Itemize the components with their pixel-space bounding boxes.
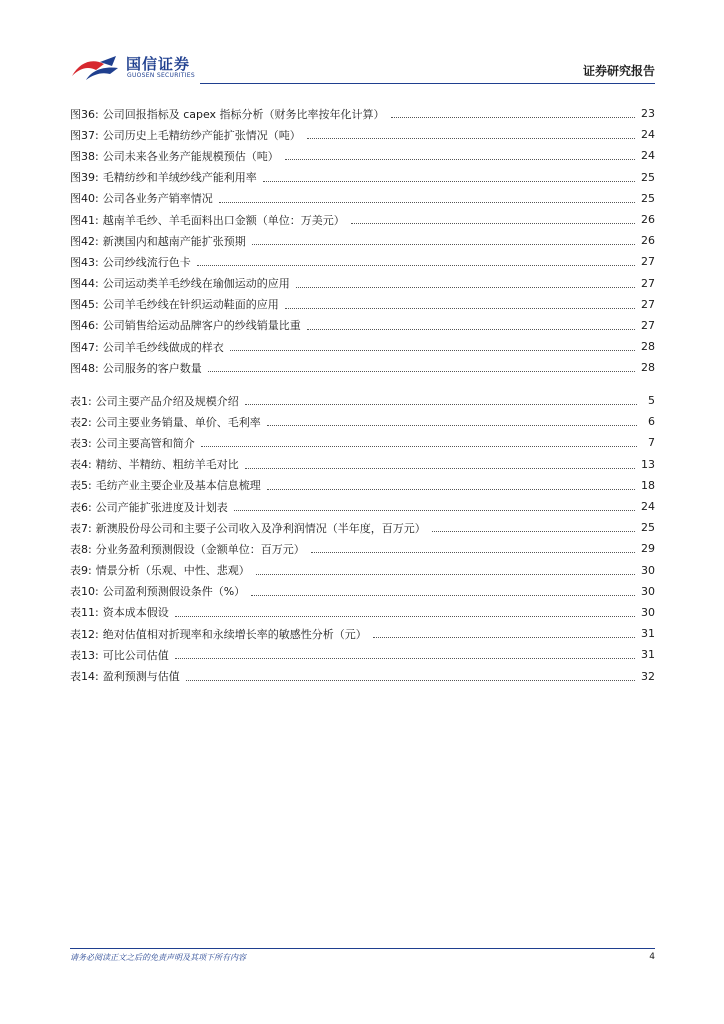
toc-entry-figure-36[interactable] <box>70 103 655 124</box>
toc-entry-label: 表14: <box>70 670 99 684</box>
toc-entry-title: 公司各业务产销率情况 <box>102 192 213 206</box>
toc-entry-page: 24 <box>641 500 655 514</box>
dot-leader <box>432 531 635 532</box>
toc-entry-figure-45[interactable] <box>70 294 655 315</box>
toc-entry-figure-40[interactable] <box>70 188 655 209</box>
footer-divider <box>70 948 655 949</box>
toc-entry-page: 24 <box>641 149 655 163</box>
toc-entry-label: 表5: <box>70 479 92 493</box>
dot-leader <box>245 468 635 469</box>
toc-entry-label: 图40: <box>70 192 99 206</box>
toc-entry-page: 27 <box>641 255 655 269</box>
toc-entry-title: 公司主要产品介绍及规模介绍 <box>95 394 239 408</box>
toc-entry-label: 表10: <box>70 585 99 599</box>
toc-entry-figure-37[interactable] <box>70 124 655 145</box>
toc-entry-title: 公司服务的客户数量 <box>102 361 202 375</box>
logo-text-en: GUOSEN SECURITIES <box>127 72 196 79</box>
dot-leader <box>307 329 635 330</box>
dot-leader <box>296 287 635 288</box>
logo-text-cn: 国信证券 <box>126 55 191 73</box>
toc-entry-title: 公司主要业务销量、单价、毛利率 <box>95 415 261 429</box>
toc-entry-label: 图46: <box>70 319 99 333</box>
dot-leader <box>256 574 635 575</box>
toc-entry-table-14[interactable] <box>70 665 655 686</box>
toc-entry-title: 资本成本假设 <box>102 606 169 620</box>
toc-entry-title: 公司主要高管和简介 <box>95 436 195 450</box>
toc-entry-page: 30 <box>641 563 655 577</box>
toc-entry-title: 公司羊毛纱线做成的样衣 <box>102 340 224 354</box>
toc-entry-label: 图37: <box>70 128 99 142</box>
toc-entry-label: 表2: <box>70 415 92 429</box>
page-number: 4 <box>649 952 655 962</box>
toc-entry-figure-42[interactable] <box>70 230 655 251</box>
toc-entry-label: 图47: <box>70 340 99 354</box>
toc-entry-title: 精纺、半精纺、粗纺羊毛对比 <box>95 458 239 472</box>
toc-entry-table-10[interactable] <box>70 581 655 602</box>
toc-entry-title: 越南羊毛纱、羊毛面料出口金额（单位：万美元） <box>102 213 345 227</box>
toc-entry-page: 23 <box>641 107 655 121</box>
toc-entry-label: 图38: <box>70 149 99 163</box>
toc-entry-title: 分业务盈利预测假设（金额单位：百万元） <box>95 542 305 556</box>
toc-entry-table-7[interactable] <box>70 517 655 538</box>
toc-entry-page: 25 <box>641 521 655 535</box>
toc-entry-title: 情景分析（乐观、中性、悲观） <box>95 564 250 578</box>
toc-entry-page: 27 <box>641 297 655 311</box>
toc-entry-figure-43[interactable] <box>70 251 655 272</box>
toc-entry-figure-41[interactable] <box>70 209 655 230</box>
toc-entry-title: 公司未来各业务产能规模预估（吨） <box>102 149 279 163</box>
toc-entry-table-3[interactable] <box>70 432 655 453</box>
toc-entry-figure-44[interactable] <box>70 273 655 294</box>
dot-leader <box>252 244 635 245</box>
toc-entry-label: 图45: <box>70 298 99 312</box>
dot-leader <box>351 223 635 224</box>
dot-leader <box>391 117 635 118</box>
toc-entry-page: 18 <box>641 478 655 492</box>
dot-leader <box>311 552 635 553</box>
dot-leader <box>373 637 635 638</box>
toc-entry-title: 公司羊毛纱线在针织运动鞋面的应用 <box>102 298 279 312</box>
toc-entry-figure-39[interactable] <box>70 167 655 188</box>
toc-entry-label: 图44: <box>70 277 99 291</box>
dot-leader <box>267 489 635 490</box>
table-list <box>70 390 655 687</box>
toc-entry-title: 毛精纺纱和羊绒纱线产能利用率 <box>102 171 257 185</box>
toc-entry-label: 图36: <box>70 107 99 121</box>
dot-leader <box>201 446 637 447</box>
toc-entry-table-11[interactable] <box>70 602 655 623</box>
toc-entry-page: 6 <box>648 415 655 429</box>
toc-entry-title: 公司历史上毛精纺纱产能扩张情况（吨） <box>102 128 301 142</box>
toc-entry-figure-38[interactable] <box>70 145 655 166</box>
logo-mark-icon <box>70 54 122 82</box>
dot-leader <box>285 159 635 160</box>
dot-leader <box>245 404 637 405</box>
dot-leader <box>251 595 635 596</box>
toc-entry-page: 5 <box>648 394 655 408</box>
toc-entry-title: 毛纺产业主要企业及基本信息梳理 <box>95 479 261 493</box>
toc-entry-figure-47[interactable] <box>70 336 655 357</box>
dot-leader <box>285 308 635 309</box>
dot-leader <box>208 371 635 372</box>
dot-leader <box>175 658 635 659</box>
toc-entry-page: 28 <box>641 361 655 375</box>
figure-list <box>70 103 655 378</box>
toc-entry-label: 图48: <box>70 361 99 375</box>
toc-entry-title: 公司产能扩张进度及计划表 <box>95 500 228 514</box>
toc-entry-page: 26 <box>641 213 655 227</box>
toc-entry-title: 公司盈利预测假设条件（%） <box>102 585 246 599</box>
report-type-label: 证券研究报告 <box>582 64 655 78</box>
toc-entry-page: 27 <box>641 318 655 332</box>
disclaimer-text: 请务必阅读正文之后的免责声明及其项下所有内容 <box>70 953 246 962</box>
dot-leader <box>234 510 635 511</box>
toc-entry-label: 表4: <box>70 458 92 472</box>
toc-entry-label: 表7: <box>70 521 92 535</box>
dot-leader <box>307 138 635 139</box>
toc-entry-page: 31 <box>641 627 655 641</box>
dot-leader <box>219 202 635 203</box>
toc-entry-label: 图42: <box>70 234 99 248</box>
toc-entry-page: 27 <box>641 276 655 290</box>
toc-entry-table-2[interactable] <box>70 411 655 432</box>
toc-entry-label: 图39: <box>70 171 99 185</box>
toc-entry-title: 绝对估值相对折现率和永续增长率的敏感性分析（元） <box>102 627 367 641</box>
toc-entry-label: 表9: <box>70 564 92 578</box>
toc-entry-table-8[interactable] <box>70 538 655 559</box>
toc-entry-title: 可比公司估值 <box>102 648 169 662</box>
toc-entry-page: 28 <box>641 340 655 354</box>
toc-entry-page: 26 <box>641 234 655 248</box>
toc-entry-label: 表6: <box>70 500 92 514</box>
toc-entry-table-5[interactable] <box>70 475 655 496</box>
toc-entry-label: 表13: <box>70 648 99 662</box>
toc-entry-figure-46[interactable] <box>70 315 655 336</box>
page-footer <box>70 948 655 968</box>
toc-entry-label: 表8: <box>70 542 92 556</box>
toc-entry-label: 表1: <box>70 394 92 408</box>
toc-entry-page: 31 <box>641 648 655 662</box>
dot-leader <box>263 181 635 182</box>
toc-entry-title: 公司纱线流行色卡 <box>102 255 191 269</box>
toc-entry-page: 32 <box>641 669 655 683</box>
toc-entry-label: 图41: <box>70 213 99 227</box>
toc-entry-table-12[interactable] <box>70 623 655 644</box>
dot-leader <box>197 265 635 266</box>
toc-entry-label: 表12: <box>70 627 99 641</box>
toc-entry-page: 7 <box>648 436 655 450</box>
toc-entry-page: 24 <box>641 128 655 142</box>
toc-entry-figure-48[interactable] <box>70 357 655 378</box>
dot-leader <box>267 425 637 426</box>
page-header <box>70 50 655 90</box>
toc-entry-table-6[interactable] <box>70 496 655 517</box>
toc-entry-table-1[interactable] <box>70 390 655 411</box>
toc-entry-page: 30 <box>641 584 655 598</box>
company-logo <box>70 50 210 86</box>
toc-entry-page: 25 <box>641 191 655 205</box>
toc-entry-label: 表3: <box>70 436 92 450</box>
toc-entry-page: 29 <box>641 542 655 556</box>
toc-entry-title: 公司回报指标及 capex 指标分析（财务比率按年化计算） <box>102 107 385 121</box>
dot-leader <box>186 680 635 681</box>
toc-entry-page: 13 <box>641 457 655 471</box>
toc-entry-table-4[interactable] <box>70 454 655 475</box>
toc-entry-title: 新澳国内和越南产能扩张预期 <box>102 234 246 248</box>
toc-entry-title: 盈利预测与估值 <box>102 670 180 684</box>
toc-entry-page: 25 <box>641 170 655 184</box>
toc-entry-page: 30 <box>641 605 655 619</box>
toc-entry-title: 公司销售给运动品牌客户的纱线销量比重 <box>102 319 301 333</box>
toc-entry-label: 图43: <box>70 255 99 269</box>
header-divider <box>200 83 655 84</box>
toc-entry-label: 表11: <box>70 606 99 620</box>
dot-leader <box>175 616 635 617</box>
toc-entry-title: 新澳股份母公司和主要子公司收入及净利润情况（半年度，百万元） <box>95 521 426 535</box>
dot-leader <box>230 350 635 351</box>
toc-entry-table-13[interactable] <box>70 644 655 665</box>
toc-entry-table-9[interactable] <box>70 560 655 581</box>
toc-entry-title: 公司运动类羊毛纱线在瑜伽运动的应用 <box>102 277 290 291</box>
